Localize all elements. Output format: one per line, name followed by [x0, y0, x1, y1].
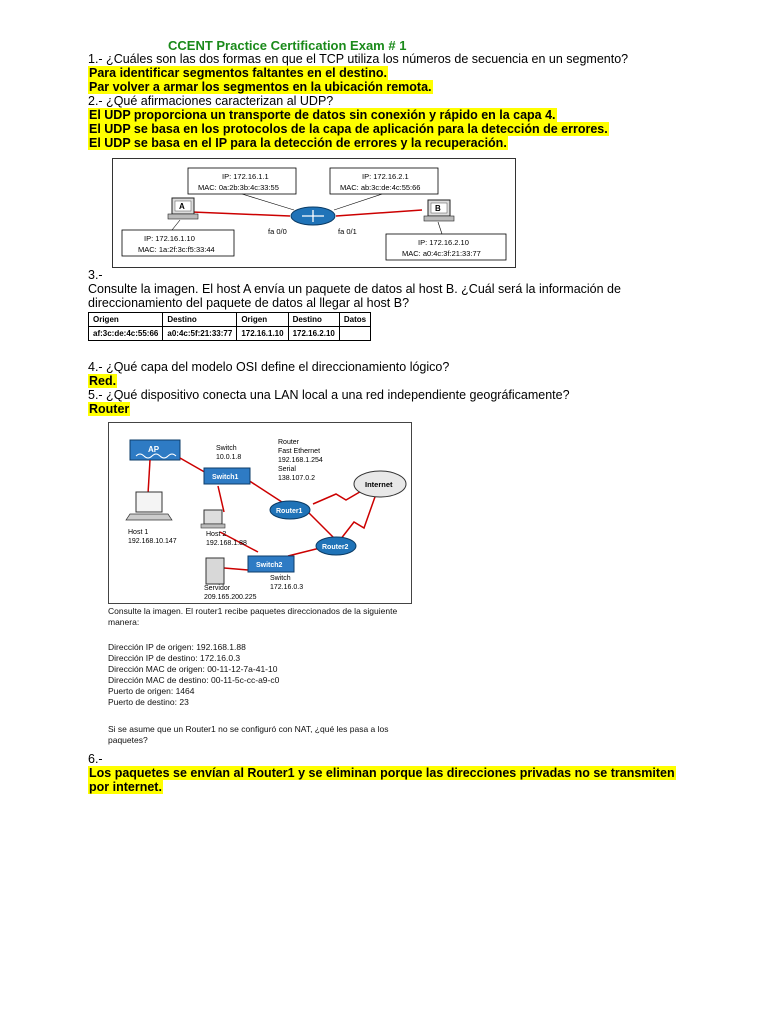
answer-1b: Par volver a armar los segmentos en la ubicación remota. [89, 80, 432, 94]
page-title: CCENT Practice Certification Exam # 1 [168, 38, 407, 53]
table-cell: 172.16.1.10 [237, 327, 288, 341]
internet-label: Internet [365, 480, 393, 489]
router-right-ip: IP: 172.16.2.1 [362, 172, 409, 181]
host1-ip: 192.168.10.147 [128, 538, 177, 545]
caption-src-ip: Dirección IP de origen: 192.168.1.88 [108, 642, 246, 652]
table-header: Origen [237, 313, 288, 327]
answer-2b: El UDP se basa en los protocolos de la capa de aplicación para la detección de errores. [89, 122, 608, 136]
question-5: 5.- ¿Qué dispositivo conecta una LAN local a una red independiente geográficamente? [88, 388, 570, 402]
table-cell: 172.16.2.10 [288, 327, 339, 341]
answer-2c: El UDP se basa en el IP para la detección de errores y la recuperación. [89, 136, 507, 150]
switch2-name: Switch [270, 575, 291, 582]
caption-line1: Consulte la imagen. El router1 recibe paquetes direccionados de la siguiente [108, 606, 398, 616]
answer-6-line2: por internet. [89, 780, 162, 794]
router-serial-ip: 138.107.0.2 [278, 475, 315, 482]
host-b-mac: MAC: a0:4c:3f:21:33:77 [402, 249, 481, 258]
switch-top-label: Switch [216, 445, 237, 452]
answer-1a: Para identificar segmentos faltantes en el destino. [89, 66, 388, 80]
host-b-ip: IP: 172.16.2.10 [418, 238, 469, 247]
question-3-line1: Consulte la imagen. El host A envía un paquete de datos al host B. ¿Cuál será la información de [88, 282, 621, 296]
router-serial: Serial [278, 466, 296, 473]
router-left-ip: IP: 172.16.1.1 [222, 172, 269, 181]
answer-6-line1: Los paquetes se envían al Router1 y se eliminan porque las direcciones privadas no se transmiten [89, 766, 675, 780]
ap-label: AP [148, 445, 160, 454]
table-cell: a0:4c:5f:21:33:77 [163, 327, 237, 341]
host-b-label: B [435, 204, 441, 213]
table-cell: af:3c:de:4c:55:66 [89, 327, 163, 341]
table-header: Datos [339, 313, 370, 327]
switch2-ip: 172.16.0.3 [270, 584, 304, 591]
switch-top-ip: 10.0.1.8 [216, 454, 242, 461]
router-label: Router [278, 439, 300, 446]
caption-question1: Si se asume que un Router1 no se configuró con NAT, ¿qué les pasa a los [108, 724, 389, 734]
question-1: 1.- ¿Cuáles son las dos formas en que el TCP utiliza los números de secuencia en un segmento? [88, 52, 629, 66]
table-header: Origen [89, 313, 163, 327]
caption-dst-port: Puerto de destino: 23 [108, 697, 189, 707]
question-6-number: 6.- [88, 752, 103, 766]
host1-laptop-icon [136, 492, 162, 512]
answer-2a: El UDP proporciona un transporte de datos sin conexión y rápido en la capa 4. [89, 108, 556, 122]
host-a-ip: IP: 172.16.1.10 [144, 234, 195, 243]
host2-label: Host 2 [206, 531, 227, 538]
router1-label: Router1 [276, 508, 303, 515]
question-3-line2: direccionamiento del paquete de datos al llegar al host B? [88, 296, 410, 310]
router2-label: Router2 [322, 544, 349, 551]
caption-line2: manera: [108, 617, 140, 627]
host-a-label: A [179, 202, 185, 211]
router-left-mac: MAC: 0a:2b:3b:4c:33:55 [198, 183, 279, 192]
host2-ip: 192.168.1.88 [206, 540, 247, 547]
caption-src-mac: Dirección MAC de origen: 00-11-12-7a-41-10 [108, 664, 278, 674]
port-fa01: fa 0/1 [338, 227, 357, 236]
address-table [88, 312, 371, 341]
port-fa00: fa 0/0 [268, 227, 287, 236]
switch1-label: Switch1 [212, 474, 239, 481]
server-label: Servidor [204, 585, 231, 592]
network-diagram-2 [108, 422, 412, 604]
router-right-mac: MAC: ab:3c:de:4c:55:66 [340, 183, 421, 192]
server-icon [206, 558, 224, 584]
answer-4: Red. [89, 374, 117, 388]
question-4: 4.- ¿Qué capa del modelo OSI define el direccionamiento lógico? [88, 360, 450, 374]
host2-pc-icon [204, 510, 222, 524]
caption-question2: paquetes? [108, 735, 148, 745]
network-diagram-1 [112, 158, 516, 268]
caption-dst-mac: Dirección MAC de destino: 00-11-5c-cc-a9-c0 [108, 675, 280, 685]
table-header: Destino [163, 313, 237, 327]
router-fe-ip: 192.168.1.254 [278, 457, 323, 464]
question-2: 2.- ¿Qué afirmaciones caracterizan al UDP? [88, 94, 334, 108]
switch2-label: Switch2 [256, 562, 283, 569]
caption-src-port: Puerto de origen: 1464 [108, 686, 195, 696]
table-header-row [89, 313, 371, 327]
router-fe: Fast Ethernet [278, 448, 321, 455]
host1-label: Host 1 [128, 529, 149, 536]
table-cell [339, 327, 370, 341]
question-3-number: 3.- [88, 268, 103, 282]
table-header: Destino [288, 313, 339, 327]
table-row [89, 327, 371, 341]
answer-5: Router [89, 402, 130, 416]
caption-dst-ip: Dirección IP de destino: 172.16.0.3 [108, 653, 241, 663]
server-ip: 209.165.200.225 [204, 594, 257, 601]
host-a-mac: MAC: 1a:2f:3c:f5:33:44 [138, 245, 215, 254]
